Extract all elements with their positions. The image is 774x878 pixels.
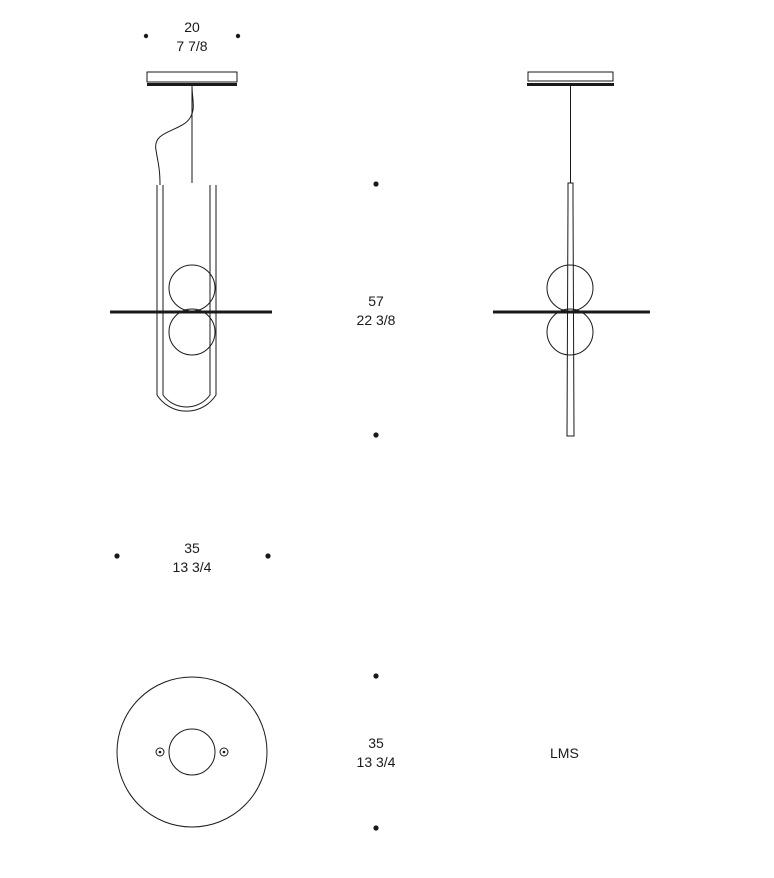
u-tube-outer: [157, 195, 216, 411]
dimension-label-width-top: [142, 18, 242, 56]
canopy-plate-side: [528, 72, 613, 81]
product-code-label: LMS: [550, 745, 579, 761]
dimension-metric: 35: [184, 540, 200, 556]
plan-left-fixing-dot: [159, 751, 162, 754]
dimension-label-plan-diameter: [326, 734, 426, 772]
canopy-plate: [147, 72, 237, 82]
plan-view: [117, 677, 267, 827]
dim-tick-dot: [373, 181, 378, 186]
dimension-imperial: 22 3/8: [356, 312, 396, 328]
upper-glass-sphere-side: [547, 265, 593, 311]
dimension-metric: 35: [368, 735, 384, 751]
lower-glass-sphere: [169, 309, 215, 355]
suspension-cable-slack: [156, 85, 194, 185]
dimension-label-height-total: [326, 292, 426, 330]
dimension-metric: 20: [184, 19, 200, 35]
dim-tick-dot: [265, 553, 270, 558]
upper-glass-sphere: [169, 265, 215, 311]
dimension-imperial: 7 7/8: [176, 38, 208, 54]
dim-tick-dot: [373, 825, 378, 830]
dim-tick-dot: [373, 432, 378, 437]
dimension-imperial: 13 3/4: [356, 754, 396, 770]
dim-tick-dot: [373, 673, 378, 678]
dimension-label-plan-width: [142, 539, 242, 577]
dimension-imperial: 13 3/4: [172, 559, 212, 575]
dimension-metric: 57: [368, 293, 384, 309]
u-tube-inner: [163, 195, 210, 407]
plan-center-circle: [169, 729, 215, 775]
dim-tick-dot: [114, 553, 119, 558]
side-elevation-view: [493, 72, 650, 436]
plan-right-fixing-dot: [223, 751, 226, 754]
lower-glass-sphere-side: [547, 309, 593, 355]
front-elevation-view: [110, 34, 272, 411]
plan-outer-circle: [117, 677, 267, 827]
